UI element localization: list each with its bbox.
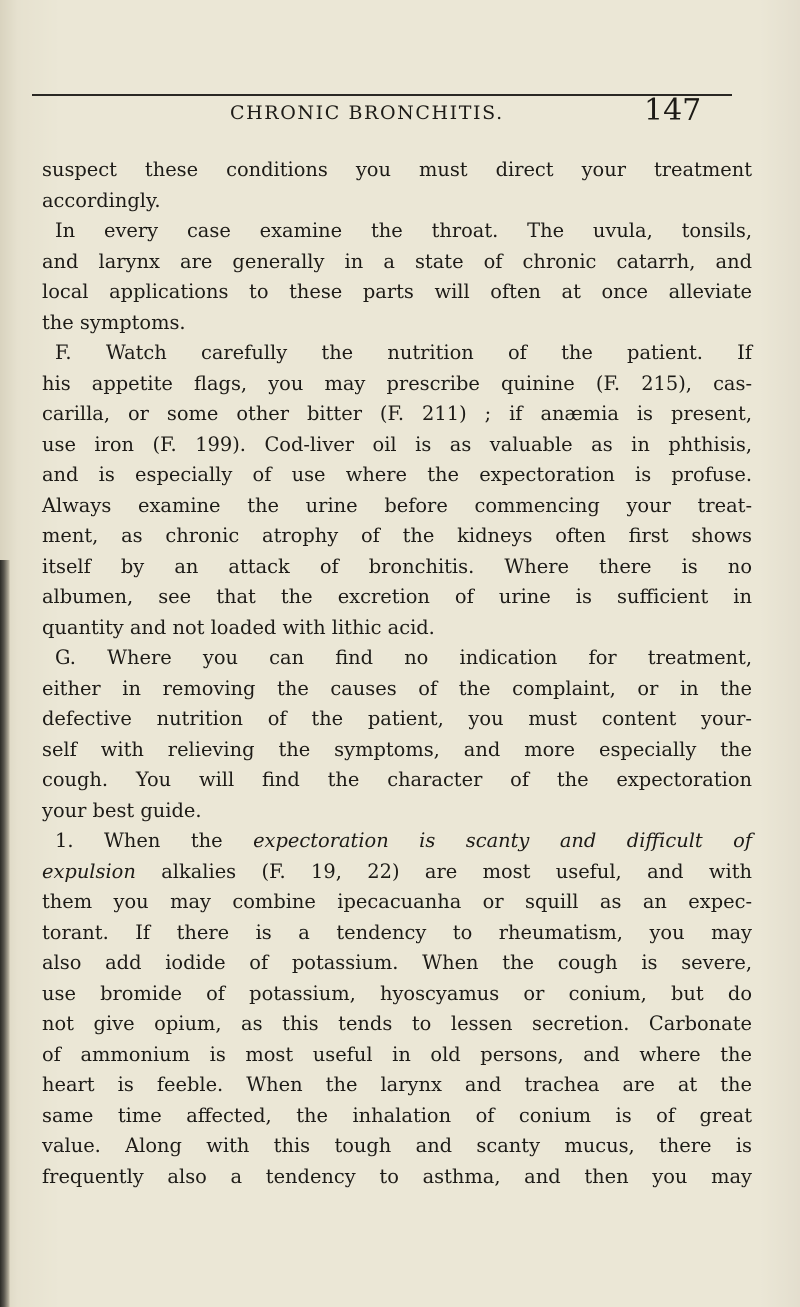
binding-shadow bbox=[0, 560, 10, 1307]
text-line: them you may combine ipecacuanha or squill as an expec- bbox=[42, 890, 752, 913]
text-line: and larynx are generally in a state of chronic catarrh, and bbox=[42, 249, 752, 273]
text-line: the symptoms. bbox=[42, 310, 186, 334]
text-line: not give opium, as this tends to lessen secretion. Carbonate bbox=[42, 1012, 752, 1035]
text-line bbox=[42, 857, 752, 888]
running-head: CHRONIC BRONCHITIS. bbox=[230, 102, 504, 124]
text-line: your best guide. bbox=[42, 798, 202, 822]
text-line: In every case examine the throat. The uvula, tonsils, bbox=[55, 219, 752, 242]
text-line: defective nutrition of the patient, you must content your- bbox=[42, 707, 752, 730]
text-run: 1. When the bbox=[55, 829, 223, 852]
text-run: alkalies (F. 19, 22) are most useful, and with bbox=[161, 859, 753, 883]
text-line: ment, as chronic atrophy of the kidneys often first shows bbox=[42, 524, 752, 547]
text-line: quantity and not loaded with lithic acid. bbox=[42, 615, 435, 639]
header-rule bbox=[32, 94, 732, 96]
text-line: cough. You will find the character of the expectoration bbox=[42, 768, 752, 791]
text-line: heart is feeble. When the larynx and trachea are at the bbox=[42, 1073, 752, 1096]
text-line: same time affected, the inhalation of conium is of great bbox=[42, 1103, 752, 1127]
text-line: F. Watch carefully the nutrition of the patient. If bbox=[55, 341, 752, 364]
text-line: suspect these conditions you must direct your treatment bbox=[42, 158, 752, 181]
text-line: his appetite flags, you may prescribe quinine (F. 215), cas- bbox=[42, 371, 752, 395]
italic-text-run: expulsion bbox=[42, 859, 136, 883]
body-text bbox=[42, 155, 752, 1192]
text-line: and is especially of use where the expectoration is profuse. bbox=[42, 463, 752, 486]
page-number: 147 bbox=[644, 93, 702, 128]
text-line: use iron (F. 199). Cod-liver oil is as valuable as in phthisis, bbox=[42, 432, 752, 456]
text-line: itself by an attack of bronchitis. Where there is no bbox=[42, 554, 752, 578]
text-line: Always examine the urine before commencing your treat- bbox=[42, 493, 752, 517]
text-line: also add iodide of potassium. When the cough is severe, bbox=[42, 951, 752, 974]
text-line: self with relieving the symptoms, and more especially the bbox=[42, 737, 752, 761]
text-line: use bromide of potassium, hyoscyamus or conium, but do bbox=[42, 981, 752, 1005]
text-line: local applications to these parts will often at once alleviate bbox=[42, 280, 752, 303]
text-line: either in removing the causes of the complaint, or in the bbox=[42, 676, 752, 700]
text-line: of ammonium is most useful in old persons, and where the bbox=[42, 1042, 752, 1066]
text-line: carilla, or some other bitter (F. 211) ; if anæmia is present, bbox=[42, 402, 752, 425]
italic-text-run: expectoration is scanty and difficult of bbox=[253, 829, 753, 852]
text-line: value. Along with this tough and scanty mucus, there is bbox=[42, 1134, 752, 1157]
text-line: frequently also a tendency to asthma, and then you may bbox=[42, 1164, 752, 1188]
text-line: torant. If there is a tendency to rheumatism, you may bbox=[42, 920, 752, 944]
text-line: accordingly. bbox=[42, 188, 161, 212]
text-line: albumen, see that the excretion of urine is sufficient in bbox=[42, 585, 752, 608]
text-line bbox=[42, 826, 752, 857]
text-line: G. Where you can find no indication for treatment, bbox=[55, 646, 752, 669]
